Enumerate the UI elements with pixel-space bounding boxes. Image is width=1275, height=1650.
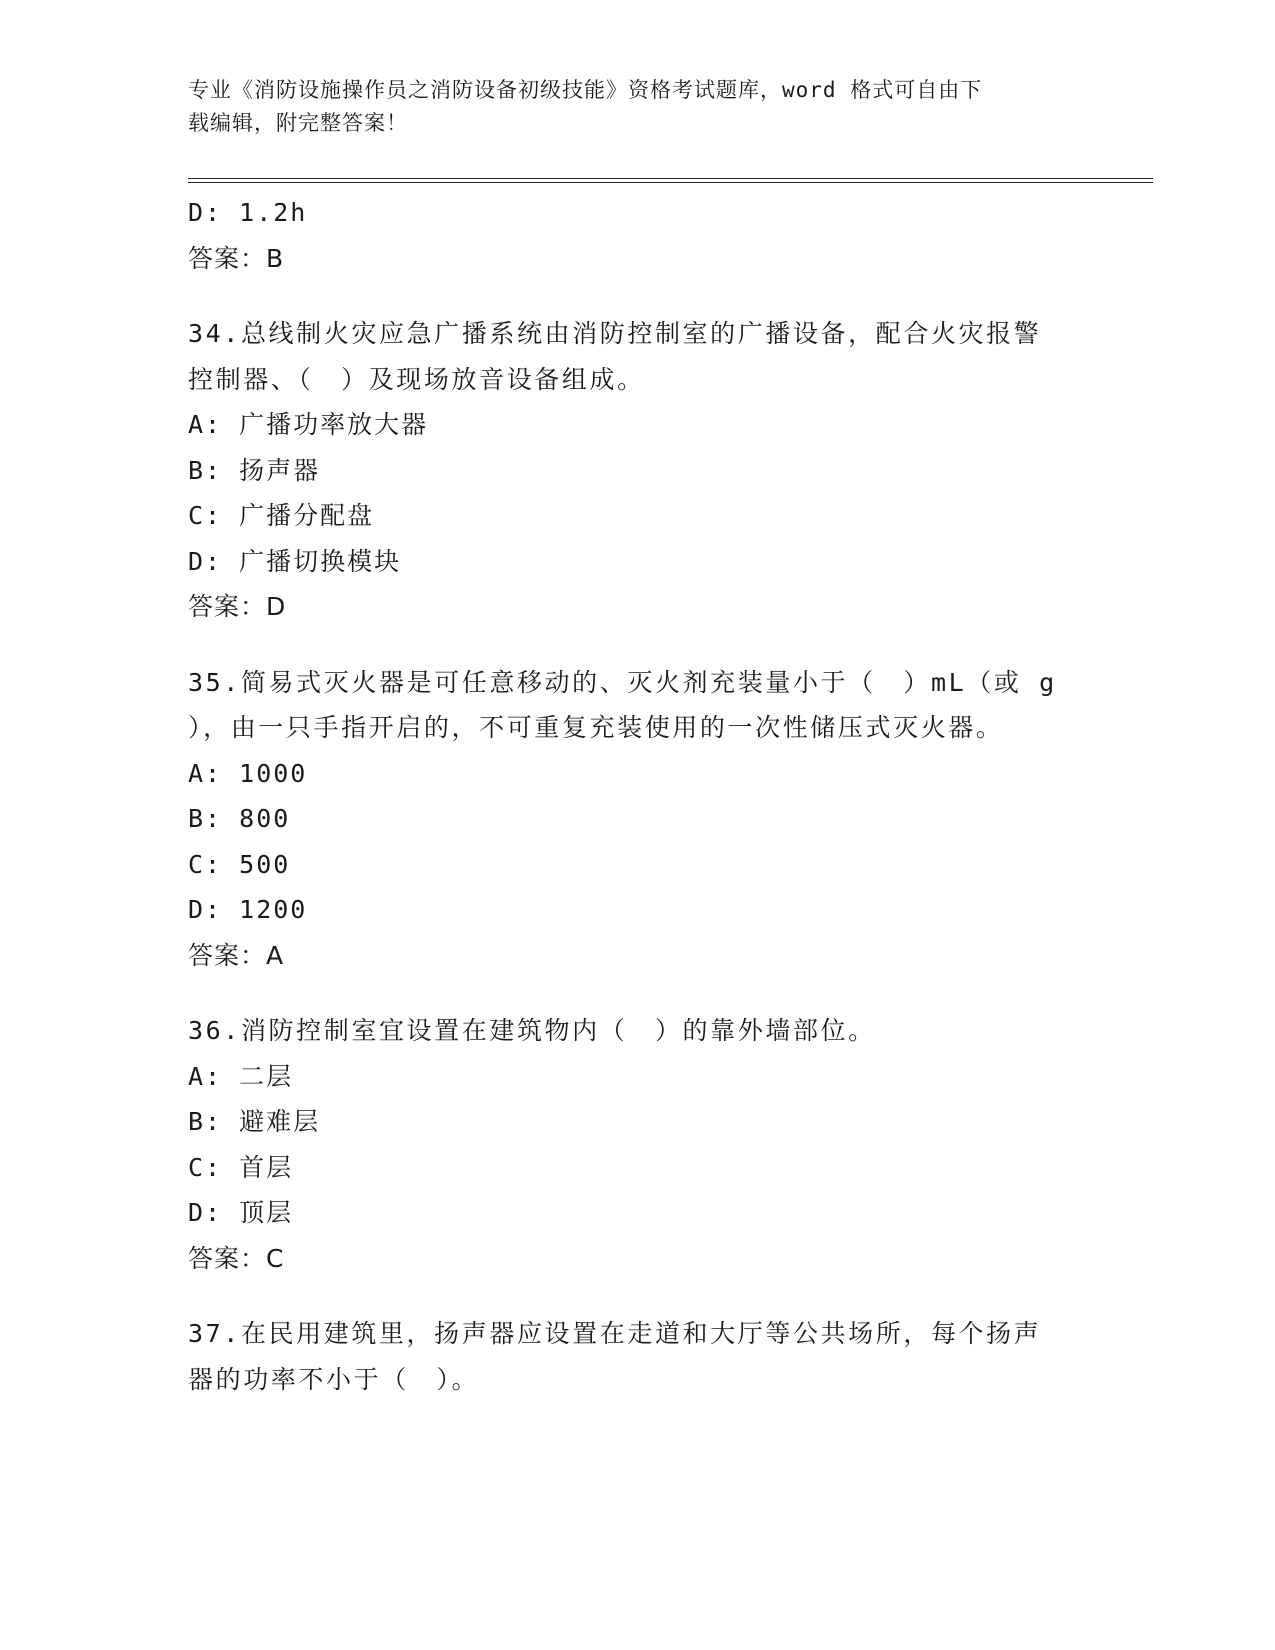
option-b: B: 避难层 [188,1107,321,1136]
option-a: A: 二层 [188,1061,294,1091]
document-header [188,74,1088,140]
option-d: D: 顶层 [188,1198,294,1227]
answer: 答案：B [188,243,285,273]
answer: 答案：C [188,1243,285,1273]
option-b: B: 800 [188,804,291,833]
answer: 答案：D [188,592,287,621]
option-d: D: 1200 [188,895,308,924]
option-c: C: 500 [188,849,291,879]
question-text-line-1: 34.总线制火灾应急广播系统由消防控制室的广播设备，配合火灾报警 [188,319,1042,348]
question-text-line-2: 控制器、（ ）及现场放音设备组成。 [188,364,645,394]
option-d: D: 广播切换模块 [188,546,402,576]
question-text-line-2: ），由一只手指开启的，不可重复充装使用的一次性储压式灭火器。 [188,713,1004,742]
question-36 [188,1008,1088,1281]
option-c: C: 首层 [188,1152,294,1182]
option-a: A: 广播功率放大器 [188,410,429,439]
document-body [188,190,1088,1402]
option-b: B: 扬声器 [188,455,321,485]
option-d: D: 1.2h [188,198,308,227]
option-c: C: 广播分配盘 [188,501,375,530]
question-text-line-1: 35.简易式灭火器是可任意移动的、灭火剂充装量小于（ ）mL（或 g [188,667,1057,697]
header-line-2: 载编辑，附完整答案！ [188,111,408,135]
answer: 答案：A [188,940,285,970]
header-line-1: 专业《消防设施操作员之消防设备初级技能》资格考试题库，word 格式可自由下 [188,78,983,102]
question-35 [188,660,1088,979]
option-a: A: 1000 [188,758,308,788]
header-rule-bottom [188,182,1153,183]
question-text-line-1: 37.在民用建筑里，扬声器应设置在走道和大厅等公共场所，每个扬声 [188,1319,1042,1348]
question-text-line-1: 36.消防控制室宜设置在建筑物内（ ）的靠外墙部位。 [188,1016,876,1045]
question-34 [188,311,1088,630]
previous-question-tail [188,190,1088,281]
header-rule-top [188,178,1153,179]
question-text-line-2: 器的功率不小于（ ）。 [188,1364,480,1394]
question-37 [188,1311,1088,1402]
